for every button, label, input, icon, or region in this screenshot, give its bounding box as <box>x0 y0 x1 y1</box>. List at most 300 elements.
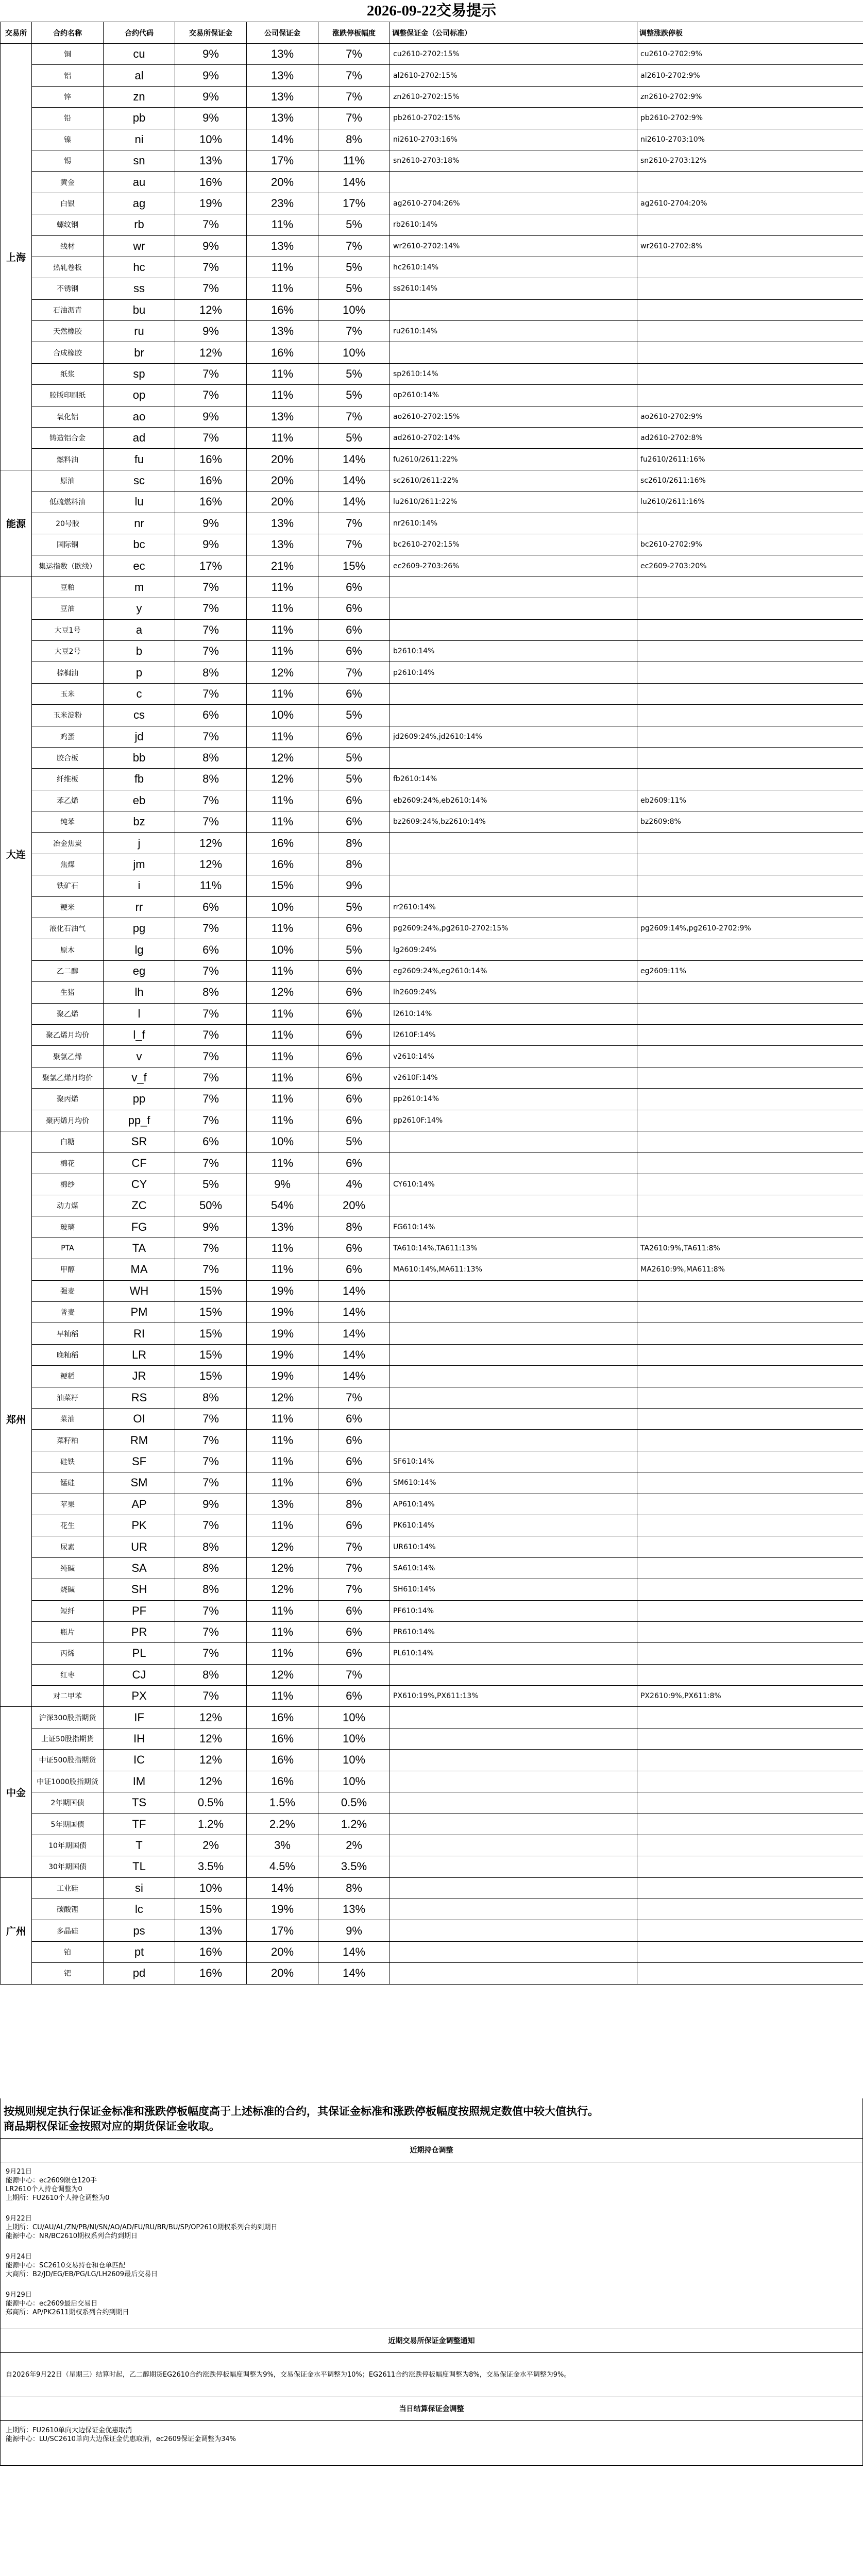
contract-name: 线材 <box>32 235 104 257</box>
adjusted-limit: ao2610-2702:9% <box>637 406 863 427</box>
table-row <box>1 1792 863 1814</box>
table-row <box>1 1771 863 1792</box>
table-row <box>1 1963 863 1984</box>
table-row <box>1 428 863 449</box>
contract-name: 燃料油 <box>32 449 104 470</box>
adjusted-limit <box>637 299 863 320</box>
adjusted-margin: AP610:14% <box>390 1494 637 1515</box>
adjusted-margin: op2610:14% <box>390 385 637 406</box>
company-margin: 11% <box>247 1621 318 1642</box>
exchange-margin: 9% <box>175 534 247 555</box>
adjusted-margin: al2610-2702:15% <box>390 65 637 86</box>
company-margin: 1.5% <box>247 1792 318 1814</box>
contract-code: TA <box>104 1238 175 1259</box>
contract-name: 强麦 <box>32 1280 104 1301</box>
company-margin: 11% <box>247 1003 318 1024</box>
exchange-margin: 7% <box>175 640 247 662</box>
contract-name: 焦煤 <box>32 854 104 875</box>
table-row <box>1 1238 863 1259</box>
limit-range: 14% <box>318 1323 390 1344</box>
limit-range: 6% <box>318 598 390 619</box>
adjusted-margin: p2610:14% <box>390 662 637 683</box>
company-margin: 21% <box>247 555 318 577</box>
company-margin: 10% <box>247 939 318 960</box>
company-margin: 12% <box>247 1536 318 1557</box>
table-row <box>1 449 863 470</box>
exchange-margin: 16% <box>175 172 247 193</box>
exchange-margin: 7% <box>175 1153 247 1174</box>
limit-range: 6% <box>318 1003 390 1024</box>
adjusted-limit <box>637 1941 863 1962</box>
company-margin: 14% <box>247 1877 318 1899</box>
contract-name: 瓶片 <box>32 1621 104 1642</box>
limit-range: 6% <box>318 619 390 640</box>
exchange-margin: 1.2% <box>175 1814 247 1835</box>
exchange-margin: 8% <box>175 1557 247 1579</box>
contract-code: IH <box>104 1728 175 1749</box>
table-row <box>1 321 863 342</box>
contract-name: 聚丙烯 <box>32 1089 104 1110</box>
contract-code: fb <box>104 769 175 790</box>
adjusted-margin: bz2609:24%,bz2610:14% <box>390 811 637 833</box>
position-adjust-line: 9月29日 <box>6 2291 32 2299</box>
contract-code: bc <box>104 534 175 555</box>
contract-code: sp <box>104 363 175 384</box>
company-margin: 20% <box>247 449 318 470</box>
adjusted-margin: SH610:14% <box>390 1579 637 1600</box>
contract-code: ZC <box>104 1195 175 1216</box>
company-margin: 11% <box>247 1067 318 1088</box>
contract-name: 钯 <box>32 1963 104 1984</box>
adjusted-limit <box>637 1536 863 1557</box>
adjusted-limit <box>637 939 863 960</box>
position-adjust-line: 能源中心：NR/BC2610期权系列合约到期日 <box>6 2232 138 2240</box>
exchange-margin: 6% <box>175 896 247 918</box>
company-margin: 11% <box>247 1515 318 1536</box>
adjusted-limit <box>637 321 863 342</box>
adjusted-limit <box>637 1899 863 1920</box>
limit-range: 10% <box>318 1771 390 1792</box>
adjusted-limit <box>637 619 863 640</box>
adjusted-margin: eb2609:24%,eb2610:14% <box>390 790 637 811</box>
contract-code: eb <box>104 790 175 811</box>
contract-code: WH <box>104 1280 175 1301</box>
contract-code: eg <box>104 960 175 981</box>
table-row <box>1 214 863 235</box>
exchange-margin: 12% <box>175 1771 247 1792</box>
limit-range: 6% <box>318 1153 390 1174</box>
contract-name: 乙二醇 <box>32 960 104 981</box>
notes-section <box>0 2098 863 2466</box>
position-adjust-line: 9月21日 <box>6 2168 32 2176</box>
contract-name: 20号胶 <box>32 513 104 534</box>
exchange-margin: 6% <box>175 1131 247 1152</box>
table-row <box>1 129 863 150</box>
company-margin: 2.2% <box>247 1814 318 1835</box>
adjusted-limit: pg2609:14%,pg2610-2702:9% <box>637 918 863 939</box>
adjusted-limit <box>637 172 863 193</box>
table-row <box>1 747 863 768</box>
company-margin: 13% <box>247 534 318 555</box>
limit-range: 6% <box>318 683 390 704</box>
exchange-margin: 3.5% <box>175 1856 247 1877</box>
contract-name: 粳稻 <box>32 1366 104 1387</box>
limit-range: 6% <box>318 982 390 1003</box>
adjusted-limit <box>637 278 863 299</box>
limit-range: 10% <box>318 342 390 363</box>
exchange-margin: 15% <box>175 1366 247 1387</box>
table-row <box>1 1899 863 1920</box>
contract-name: 冶金焦炭 <box>32 833 104 854</box>
table-row <box>1 1131 863 1152</box>
adjusted-margin: sc2610/2611:22% <box>390 470 637 491</box>
exchange-cell: 广州 <box>1 1877 32 1984</box>
limit-range: 14% <box>318 470 390 491</box>
adjusted-margin <box>390 172 637 193</box>
adjusted-margin <box>390 1814 637 1835</box>
adjusted-limit: ec2609-2703:20% <box>637 555 863 577</box>
exchange-margin: 9% <box>175 86 247 107</box>
header-cell: 合约代码 <box>104 22 175 44</box>
contract-name: 豆油 <box>32 598 104 619</box>
limit-range: 6% <box>318 1643 390 1664</box>
exchange-margin: 7% <box>175 385 247 406</box>
contract-name: 短纤 <box>32 1600 104 1621</box>
contract-code: pp_f <box>104 1110 175 1131</box>
exchange-margin: 16% <box>175 470 247 491</box>
table-row <box>1 1153 863 1174</box>
contract-code: pp <box>104 1089 175 1110</box>
exchange-margin: 13% <box>175 150 247 171</box>
table-row <box>1 982 863 1003</box>
adjusted-margin: FG610:14% <box>390 1216 637 1238</box>
table-row <box>1 640 863 662</box>
company-margin: 11% <box>247 1600 318 1621</box>
adjusted-limit <box>637 1003 863 1024</box>
adjusted-limit: PX2610:9%,PX611:8% <box>637 1686 863 1707</box>
company-margin: 16% <box>247 1707 318 1728</box>
exchange-margin: 8% <box>175 1664 247 1685</box>
limit-range: 17% <box>318 193 390 214</box>
contract-code: bz <box>104 811 175 833</box>
limit-range: 8% <box>318 1877 390 1899</box>
company-margin: 11% <box>247 1238 318 1259</box>
adjusted-limit <box>637 1153 863 1174</box>
contract-code: IM <box>104 1771 175 1792</box>
contract-code: ec <box>104 555 175 577</box>
exchange-margin: 10% <box>175 129 247 150</box>
position-adjust-line: 大商所：B2/JD/EG/EB/PG/LG/LH2609最后交易日 <box>6 2270 158 2278</box>
adjusted-margin: pp2610F:14% <box>390 1110 637 1131</box>
adjusted-limit <box>637 1814 863 1835</box>
position-adjust-line: 9月24日 <box>6 2253 32 2261</box>
exchange-margin: 7% <box>175 1238 247 1259</box>
contract-code: jd <box>104 726 175 747</box>
adjusted-limit: sn2610-2703:12% <box>637 150 863 171</box>
adjusted-margin: nr2610:14% <box>390 513 637 534</box>
contract-code: i <box>104 875 175 896</box>
contract-name: 低硫燃料油 <box>32 492 104 513</box>
header-cell: 交易所 <box>1 22 32 44</box>
adjusted-limit <box>637 1792 863 1814</box>
contract-code: m <box>104 577 175 598</box>
table-row <box>1 1557 863 1579</box>
table-row <box>1 363 863 384</box>
company-margin: 4.5% <box>247 1856 318 1877</box>
table-row <box>1 385 863 406</box>
contract-code: v <box>104 1046 175 1067</box>
company-margin: 15% <box>247 875 318 896</box>
table-row <box>1 896 863 918</box>
contract-name: 菜油 <box>32 1409 104 1430</box>
contract-name: 红枣 <box>32 1664 104 1685</box>
company-margin: 11% <box>247 598 318 619</box>
table-row <box>1 1451 863 1472</box>
adjusted-margin: PF610:14% <box>390 1600 637 1621</box>
adjusted-margin: l2610F:14% <box>390 1024 637 1045</box>
exchange-margin: 15% <box>175 1280 247 1301</box>
contract-name: 普麦 <box>32 1302 104 1323</box>
contract-code: PR <box>104 1621 175 1642</box>
adjusted-margin <box>390 1750 637 1771</box>
position-adjust-line: 能源中心：ec2609最后交易日 <box>6 2300 98 2308</box>
table-row <box>1 1046 863 1067</box>
contract-code: SM <box>104 1472 175 1494</box>
company-margin: 11% <box>247 385 318 406</box>
settlement-adjust-line: 能源中心：LU/SC2610单向大边保证金优惠取消，ec2609保证金调整为34% <box>6 2435 236 2443</box>
company-margin: 17% <box>247 1920 318 1941</box>
exchange-margin: 2% <box>175 1835 247 1856</box>
company-margin: 11% <box>247 640 318 662</box>
adjusted-margin: ec2609-2703:26% <box>390 555 637 577</box>
contract-name: 铅 <box>32 108 104 129</box>
limit-range: 6% <box>318 1089 390 1110</box>
adjusted-margin <box>390 854 637 875</box>
exchange-margin: 6% <box>175 939 247 960</box>
adjusted-margin <box>390 1409 637 1430</box>
company-margin: 16% <box>247 299 318 320</box>
contract-name: 花生 <box>32 1515 104 1536</box>
adjusted-limit <box>637 1472 863 1494</box>
adjusted-limit <box>637 1302 863 1323</box>
exchange-margin: 9% <box>175 65 247 86</box>
settlement-margin-title: 当日结算保证金调整 <box>1 2397 862 2421</box>
exchange-margin: 7% <box>175 1067 247 1088</box>
exchange-margin: 7% <box>175 1472 247 1494</box>
contract-code: RM <box>104 1430 175 1451</box>
contract-name: 鸡蛋 <box>32 726 104 747</box>
adjusted-margin: PL610:14% <box>390 1643 637 1664</box>
company-margin: 20% <box>247 1963 318 1984</box>
company-margin: 11% <box>247 214 318 235</box>
contract-code: si <box>104 1877 175 1899</box>
company-margin: 13% <box>247 86 318 107</box>
adjusted-limit <box>637 1963 863 1984</box>
contract-code: ps <box>104 1920 175 1941</box>
table-row <box>1 108 863 129</box>
contract-code: RS <box>104 1387 175 1408</box>
adjusted-limit <box>637 1621 863 1642</box>
table-row <box>1 1664 863 1685</box>
contract-code: LR <box>104 1344 175 1365</box>
contract-name: 30年期国债 <box>32 1856 104 1877</box>
adjusted-margin: lh2609:24% <box>390 982 637 1003</box>
table-row <box>1 492 863 513</box>
contract-name: 原木 <box>32 939 104 960</box>
limit-range: 5% <box>318 939 390 960</box>
adjusted-margin <box>390 1963 637 1984</box>
exchange-cell: 能源 <box>1 470 32 577</box>
adjusted-margin <box>390 1728 637 1749</box>
adjusted-margin <box>390 1131 637 1152</box>
table-row <box>1 1920 863 1941</box>
adjusted-limit <box>637 363 863 384</box>
header-cell: 涨跌停板幅度 <box>318 22 390 44</box>
exchange-margin: 12% <box>175 342 247 363</box>
contract-name: 大豆2号 <box>32 640 104 662</box>
exchange-margin: 7% <box>175 278 247 299</box>
adjusted-limit <box>637 1067 863 1088</box>
adjusted-limit: fu2610/2611:16% <box>637 449 863 470</box>
contract-name: 玉米 <box>32 683 104 704</box>
exchange-margin: 19% <box>175 193 247 214</box>
exchange-margin: 12% <box>175 299 247 320</box>
company-margin: 3% <box>247 1835 318 1856</box>
limit-range: 14% <box>318 172 390 193</box>
contract-code: lc <box>104 1899 175 1920</box>
position-adjust-line: 上期所：FU2610个人持仓调整为0 <box>6 2194 110 2202</box>
exchange-margin: 8% <box>175 769 247 790</box>
adjusted-limit <box>637 1579 863 1600</box>
limit-range: 7% <box>318 321 390 342</box>
adjusted-margin: lu2610/2611:22% <box>390 492 637 513</box>
company-margin: 19% <box>247 1323 318 1344</box>
position-adjust-line: 9月22日 <box>6 2215 32 2223</box>
limit-range: 6% <box>318 1259 390 1280</box>
table-row <box>1 769 863 790</box>
adjusted-margin: MA610:14%,MA611:13% <box>390 1259 637 1280</box>
exchange-margin: 12% <box>175 1750 247 1771</box>
adjusted-margin <box>390 833 637 854</box>
contract-code: PL <box>104 1643 175 1664</box>
table-row <box>1 470 863 491</box>
adjusted-margin: ru2610:14% <box>390 321 637 342</box>
contract-name: 铂 <box>32 1941 104 1962</box>
exchange-margin: 7% <box>175 598 247 619</box>
adjusted-limit <box>637 833 863 854</box>
adjusted-margin: lg2609:24% <box>390 939 637 960</box>
contract-name: 氧化铝 <box>32 406 104 427</box>
limit-range: 5% <box>318 278 390 299</box>
adjusted-margin: l2610:14% <box>390 1003 637 1024</box>
settlement-adjust-line: 上期所：FU2610单向大边保证金优惠取消 <box>6 2427 132 2434</box>
company-margin: 11% <box>247 1259 318 1280</box>
adjusted-margin <box>390 747 637 768</box>
adjusted-margin: b2610:14% <box>390 640 637 662</box>
exchange-margin: 8% <box>175 1536 247 1557</box>
contract-code: pd <box>104 1963 175 1984</box>
contract-name: 中证500股指期货 <box>32 1750 104 1771</box>
exchange-margin: 7% <box>175 257 247 278</box>
contract-name: 石油沥青 <box>32 299 104 320</box>
contract-code: JR <box>104 1366 175 1387</box>
contract-name: 生猪 <box>32 982 104 1003</box>
table-row <box>1 44 863 65</box>
table-row <box>1 1409 863 1430</box>
company-margin: 11% <box>247 363 318 384</box>
adjusted-limit: wr2610-2702:8% <box>637 235 863 257</box>
exchange-margin: 12% <box>175 1728 247 1749</box>
contract-name: 沪深300股指期货 <box>32 1707 104 1728</box>
table-row <box>1 534 863 555</box>
adjusted-limit: al2610-2702:9% <box>637 65 863 86</box>
position-adjust-line: 能源中心：ec2609限仓120手 <box>6 2177 97 2184</box>
contract-name: 液化石油气 <box>32 918 104 939</box>
adjusted-margin: fu2610/2611:22% <box>390 449 637 470</box>
contract-name: 甲醇 <box>32 1259 104 1280</box>
adjusted-limit <box>637 1110 863 1131</box>
adjusted-limit <box>637 854 863 875</box>
adjusted-margin <box>390 875 637 896</box>
limit-range: 14% <box>318 1280 390 1301</box>
contract-code: a <box>104 619 175 640</box>
adjusted-margin <box>390 619 637 640</box>
contract-name: 原油 <box>32 470 104 491</box>
adjusted-margin <box>390 1430 637 1451</box>
table-row <box>1 1941 863 1962</box>
contract-code: zn <box>104 86 175 107</box>
adjusted-limit <box>637 1409 863 1430</box>
company-margin: 13% <box>247 513 318 534</box>
contract-name: 黄金 <box>32 172 104 193</box>
exchange-margin: 16% <box>175 492 247 513</box>
contract-code: TS <box>104 1792 175 1814</box>
adjusted-margin: rr2610:14% <box>390 896 637 918</box>
exchange-margin: 7% <box>175 1600 247 1621</box>
contract-name: 工业硅 <box>32 1877 104 1899</box>
contract-code: T <box>104 1835 175 1856</box>
contract-code: FG <box>104 1216 175 1238</box>
adjusted-limit <box>637 982 863 1003</box>
adjusted-margin: sp2610:14% <box>390 363 637 384</box>
contract-name: 苹果 <box>32 1494 104 1515</box>
adjusted-margin: fb2610:14% <box>390 769 637 790</box>
limit-range: 14% <box>318 1344 390 1365</box>
limit-range: 5% <box>318 896 390 918</box>
table-row <box>1 577 863 598</box>
contract-name: 油菜籽 <box>32 1387 104 1408</box>
adjusted-margin: zn2610-2702:15% <box>390 86 637 107</box>
exchange-margin: 7% <box>175 577 247 598</box>
adjusted-limit: bz2609:8% <box>637 811 863 833</box>
limit-range: 5% <box>318 705 390 726</box>
contract-name: 聚乙烯月均价 <box>32 1024 104 1045</box>
company-margin: 12% <box>247 1557 318 1579</box>
contract-code: ao <box>104 406 175 427</box>
company-margin: 11% <box>247 1110 318 1131</box>
adjusted-limit <box>637 875 863 896</box>
company-margin: 11% <box>247 577 318 598</box>
limit-range: 8% <box>318 1494 390 1515</box>
contract-code: RI <box>104 1323 175 1344</box>
contract-code: jm <box>104 854 175 875</box>
contract-code: y <box>104 598 175 619</box>
company-margin: 11% <box>247 811 318 833</box>
contract-name: 棕榈油 <box>32 662 104 683</box>
contract-code: CY <box>104 1174 175 1195</box>
adjusted-margin: SA610:14% <box>390 1557 637 1579</box>
company-margin: 10% <box>247 896 318 918</box>
